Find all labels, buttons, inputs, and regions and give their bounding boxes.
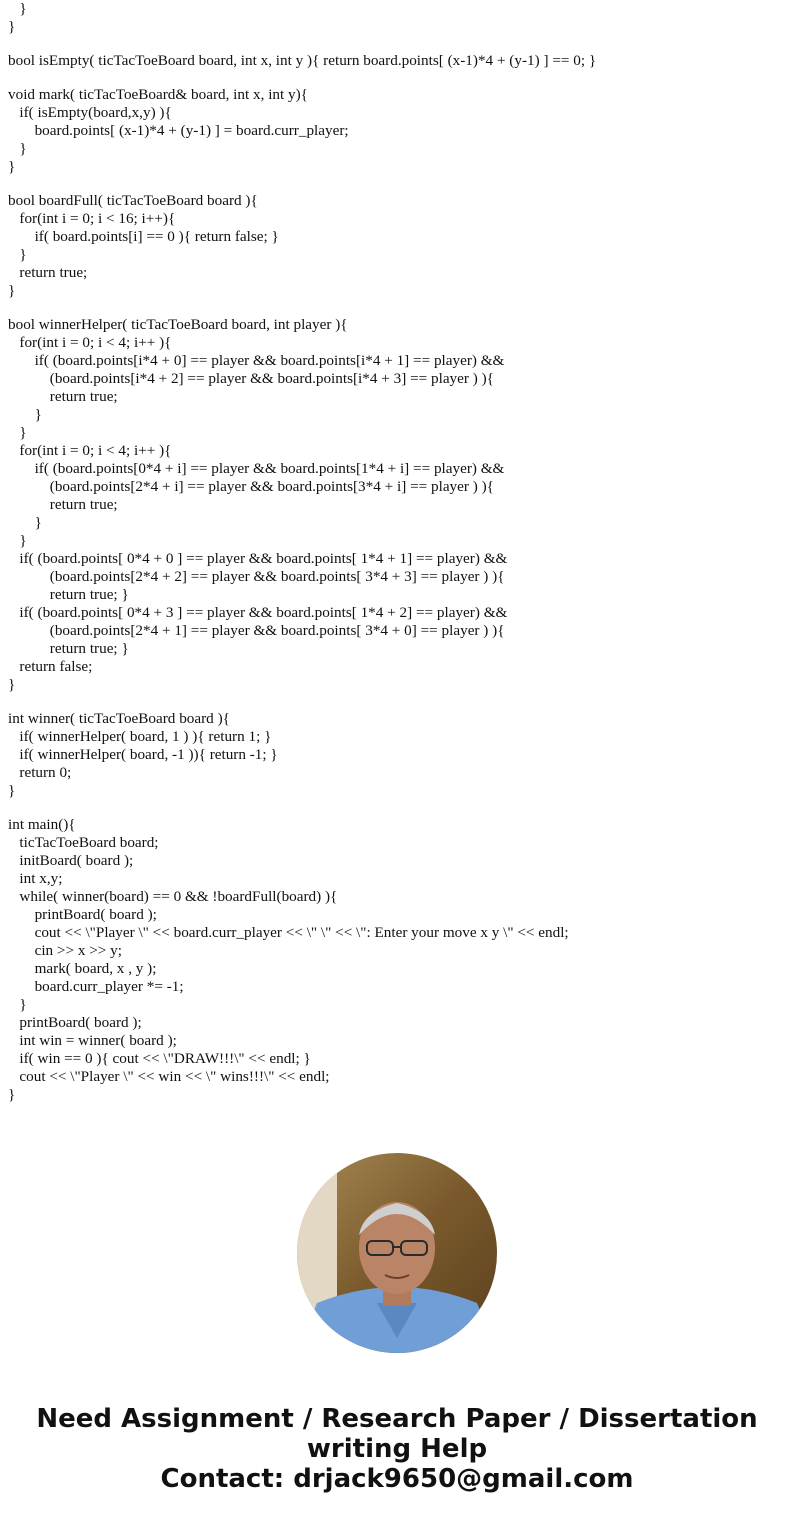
code-line: } <box>8 424 27 441</box>
code-line: } <box>8 18 16 35</box>
code-line <box>8 70 788 86</box>
code-line: } <box>8 532 27 549</box>
code-line <box>8 300 788 316</box>
code-line: if( winnerHelper( board, -1 )){ return -1; } <box>8 746 278 763</box>
code-line: (board.points[2*4 + 2] == player && board.points[ 3*4 + 3] == player ) ){ <box>8 568 505 585</box>
code-line: void mark( ticTacToeBoard& board, int x, int y){ <box>8 86 308 103</box>
code-line: cout << \"Player \" << board.curr_player << \" \" << \": Enter your move x y \" << endl; <box>8 924 569 941</box>
code-line: (board.points[2*4 + 1] == player && board.points[ 3*4 + 0] == player ) ){ <box>8 622 505 639</box>
code-line <box>8 36 788 52</box>
code-line: return true; } <box>8 586 129 603</box>
code-line: if( (board.points[0*4 + i] == player && board.points[1*4 + i] == player) && <box>8 460 505 477</box>
code-line: } <box>8 782 16 799</box>
code-line <box>8 800 788 816</box>
code-line: for(int i = 0; i < 16; i++){ <box>8 210 176 227</box>
code-line: return true; <box>8 388 118 405</box>
code-line: if( (board.points[ 0*4 + 0 ] == player && board.points[ 1*4 + 1] == player) && <box>8 550 508 567</box>
promo-line-1: Need Assignment / Research Paper / Dissertation <box>36 1404 758 1434</box>
code-line: if( (board.points[i*4 + 0] == player && board.points[i*4 + 1] == player) && <box>8 352 505 369</box>
code-line: if( board.points[i] == 0 ){ return false; } <box>8 228 279 245</box>
code-line: int main(){ <box>8 816 76 833</box>
code-line: initBoard( board ); <box>8 852 134 869</box>
code-line: ticTacToeBoard board; <box>8 834 159 851</box>
code-line <box>8 176 788 192</box>
author-photo <box>297 1153 497 1353</box>
code-line: } <box>8 676 16 693</box>
code-line: } <box>8 246 27 263</box>
portrait-image <box>297 1153 497 1353</box>
code-line: (board.points[i*4 + 2] == player && board.points[i*4 + 3] == player ) ){ <box>8 370 494 387</box>
code-block <box>8 0 788 1104</box>
code-line: (board.points[2*4 + i] == player && board.points[3*4 + i] == player ) ){ <box>8 478 494 495</box>
code-line: while( winner(board) == 0 && !boardFull(board) ){ <box>8 888 338 905</box>
promo-contact: Contact: drjack9650@gmail.com <box>160 1464 634 1494</box>
code-line: bool boardFull( ticTacToeBoard board ){ <box>8 192 258 209</box>
code-line: } <box>8 996 27 1013</box>
code-line: return true; } <box>8 640 129 657</box>
code-line: int x,y; <box>8 870 63 887</box>
code-line: for(int i = 0; i < 4; i++ ){ <box>8 442 172 459</box>
code-line: } <box>8 1086 16 1103</box>
code-line: printBoard( board ); <box>8 1014 142 1031</box>
code-line: mark( board, x , y ); <box>8 960 157 977</box>
code-line: board.curr_player *= -1; <box>8 978 184 995</box>
code-line: return 0; <box>8 764 72 781</box>
code-line: bool winnerHelper( ticTacToeBoard board, int player ){ <box>8 316 348 333</box>
code-line: for(int i = 0; i < 4; i++ ){ <box>8 334 172 351</box>
code-line: int winner( ticTacToeBoard board ){ <box>8 710 230 727</box>
code-line: board.points[ (x-1)*4 + (y-1) ] = board.curr_player; <box>8 122 349 139</box>
code-line: if( (board.points[ 0*4 + 3 ] == player && board.points[ 1*4 + 2] == player) && <box>8 604 508 621</box>
code-line: bool isEmpty( ticTacToeBoard board, int x, int y ){ return board.points[ (x-1)*4 + (y-1) ] == 0; } <box>8 52 597 69</box>
code-line: int win = winner( board ); <box>8 1032 177 1049</box>
code-line: return true; <box>8 264 88 281</box>
code-line: if( winnerHelper( board, 1 ) ){ return 1; } <box>8 728 272 745</box>
code-line <box>8 694 788 710</box>
code-line: } <box>8 514 42 531</box>
code-line: return true; <box>8 496 118 513</box>
code-line: if( win == 0 ){ cout << \"DRAW!!!\" << endl; } <box>8 1050 311 1067</box>
code-line: } <box>8 0 27 17</box>
code-line: printBoard( board ); <box>8 906 157 923</box>
promo-line-2: writing Help <box>306 1434 488 1464</box>
code-line: } <box>8 406 42 423</box>
code-line: cout << \"Player \" << win << \" wins!!!\" << endl; <box>8 1068 330 1085</box>
code-line: } <box>8 158 16 175</box>
promo-banner <box>0 1404 794 1494</box>
code-line: } <box>8 140 27 157</box>
code-line: return false; <box>8 658 93 675</box>
code-line: } <box>8 282 16 299</box>
code-line: if( isEmpty(board,x,y) ){ <box>8 104 172 121</box>
code-line: cin >> x >> y; <box>8 942 122 959</box>
